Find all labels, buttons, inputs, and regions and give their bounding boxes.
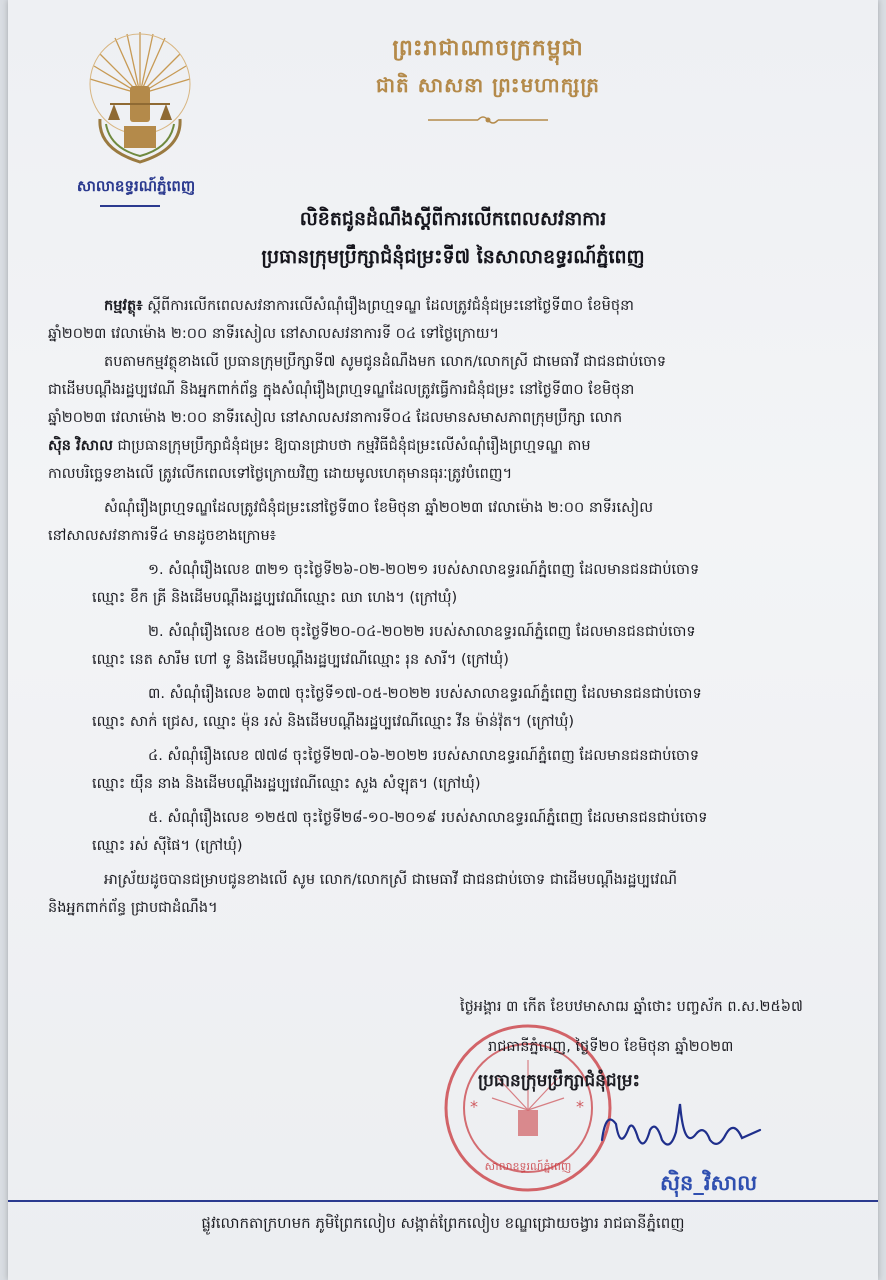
svg-text:*: * <box>470 1097 478 1116</box>
subject-label: កម្មវត្ថុ៖ <box>104 298 143 314</box>
para2-line2: នៅសាលសវនាការទី៤ មានដូចខាងក្រោម៖ <box>48 528 277 544</box>
para1-line2: ជាដើមបណ្តឹងរដ្ឋប្បវេណី និងអ្នកពាក់ព័ន្ធ ក្នុងសំណុំរឿងព្រហ្មទណ្ឌដែលត្រូវធ្វើការជំនុំជម្រះ នៅថ្ងៃទី៣០ ខែមិថុនា <box>48 382 635 398</box>
case-item <box>48 618 854 674</box>
para2-line1: សំណុំរឿងព្រហ្មទណ្ឌដែលត្រូវជំនុំជម្រះនៅថ្ងៃទី៣០ ខែមិថុនា ឆ្នាំ២០២៣ វេលាម៉ោង ២:០០ នាទីរសៀល <box>104 500 654 516</box>
court-emblem-icon <box>80 24 200 174</box>
ornament-divider-icon <box>428 113 548 127</box>
subject-text: ស្តីពីការលើកពេលសវនាការលើសំណុំរឿងព្រហ្មទណ្ឌ ដែលត្រូវជំនុំជម្រះនៅថ្ងៃទី៣០ ខែមិថុនា <box>142 298 634 314</box>
svg-text:*: * <box>576 1097 584 1116</box>
place-date: រាជធានីភ្នំពេញ, ថ្ងៃទី២០ ខែមិថុនា ឆ្នាំ២០២៣ <box>488 1039 734 1055</box>
letter-subtitle: ប្រធានក្រុមប្រឹក្សាជំនុំជម្រះទី៧ នៃសាលាឧទ្ធរណ៍ភ្នំពេញ <box>261 246 645 268</box>
case-item <box>48 742 854 798</box>
case-item-line1: ១. សំណុំរឿងលេខ ៣២១ ចុះថ្ងៃទី២៦-០២-២០២១ របស់សាលាឧទ្ធរណ៍ភ្នំពេញ ដែលមានជនជាប់ចោទ <box>148 562 700 578</box>
letter-body <box>48 292 854 922</box>
signer-name: ស៊ិន_វិសាល <box>660 1171 758 1195</box>
case-item-line2: ឈ្មោះ រស់ ស៊ីផៃ។ (ក្រៅឃុំ) <box>92 838 243 854</box>
case-item-line1: ២. សំណុំរឿងលេខ ៥០២ ចុះថ្ងៃទី២០-០៤-២០២២ របស់សាលាឧទ្ធរណ៍ភ្នំពេញ ដែលមានជនជាប់ចោទ <box>148 624 696 640</box>
para1-line4-text: ជាប្រធានក្រុមប្រឹក្សាជំនុំជម្រះ ឱ្យបានជ្រាបថា កម្មវិធីជំនុំជម្រះលើសំណុំរឿងព្រហ្មទណ្ឌ តាម <box>112 438 591 454</box>
case-item <box>48 804 854 860</box>
para1-line1: តបតាមកម្មវត្ថុខាងលើ ប្រធានក្រុមប្រឹក្សាទី៧ សូមជូនដំណឹងមក លោក/លោកស្រី ជាមេធាវី ជាជនជាប់ចោទ <box>104 354 667 370</box>
closing-line1: អាស្រ័យដូចបានជម្រាបជូនខាងលើ សូម លោក/លោកស្រី ជាមេធាវី ជាជនជាប់ចោទ ជាដើមបណ្តឹងរដ្ឋប្បវេណី <box>104 872 678 888</box>
letter-title: លិខិតជូនដំណឹងស្តីពីការលើកពេលសវនាការ <box>299 208 607 230</box>
signatory-title: ប្រធានក្រុមប្រឹក្សាជំនុំជម្រះ <box>478 1071 641 1091</box>
subject-text-2: ឆ្នាំ២០២៣ វេលាម៉ោង ២:០០ នាទីរសៀល នៅសាលសវនាការទី ០៤ ទៅថ្ងៃក្រោយ។ <box>48 326 500 342</box>
para1-line5: កាលបរិច្ឆេទខាងលើ ត្រូវលើកពេលទៅថ្ងៃក្រោយវិញ ដោយមូលហេតុមានធុរៈត្រូវបំពេញ។ <box>48 466 513 482</box>
closing-line2: និងអ្នកពាក់ព័ន្ធ ជ្រាបជាដំណឹង។ <box>48 900 218 916</box>
kingdom-heading: ព្រះរាជាណាចក្រកម្ពុជា <box>392 36 584 61</box>
case-item <box>48 680 854 736</box>
case-item-line2: ឈ្មោះ ខឹក គ្រី និងដើមបណ្តឹងរដ្ឋប្បវេណីឈ្មោះ ឈា ហេង។ (ក្រៅឃុំ) <box>92 590 458 606</box>
seal-text: សាលាឧទ្ធរណ៍ភ្នំពេញ <box>484 1160 572 1173</box>
case-item-line2: ឈ្មោះ នេត សារឹម ហៅ ទូ និងដើមបណ្តឹងរដ្ឋប្បវេណីឈ្មោះ រុន សារី។ (ក្រៅឃុំ) <box>92 652 509 668</box>
court-name: សាលាឧទ្ធរណ៍ភ្នំពេញ <box>76 177 196 195</box>
document-page <box>8 0 878 1280</box>
lunar-date: ថ្ងៃអង្គារ ៣ កើត ខែបឋមាសាឍ ឆ្នាំថោះ បញ្ចស័ក ព.ស.២៥៦៧ <box>460 999 803 1015</box>
footer-divider <box>8 1200 878 1202</box>
case-item-line2: ឈ្មោះ យ៉ឹន នាង និងដើមបណ្តឹងរដ្ឋប្បវេណីឈ្មោះ សួង សំឡុត។ (ក្រៅឃុំ) <box>92 776 481 792</box>
case-item-line1: ៤. សំណុំរឿងលេខ ៧៧៨ ចុះថ្ងៃទី២៧-០៦-២០២២ របស់សាលាឧទ្ធរណ៍ភ្នំពេញ ដែលមានជនជាប់ចោទ <box>148 748 700 764</box>
national-motto: ជាតិ សាសនា ព្រះមហាក្សត្រ <box>376 73 600 97</box>
footer-address: ផ្លូវលោកតាក្រហមក ភូមិព្រែកលៀប សង្កាត់ព្រែកលៀប ខណ្ឌជ្រោយចង្វារ រាជធានីភ្នំពេញ <box>201 1214 685 1232</box>
handwritten-signature-icon <box>592 1090 772 1170</box>
case-item <box>48 556 854 612</box>
case-item-line1: ៣. សំណុំរឿងលេខ ៦៣៧ ចុះថ្ងៃទី១៧-០៥-២០២២ របស់សាលាឧទ្ធរណ៍ភ្នំពេញ ដែលមានជនជាប់ចោទ <box>148 686 702 702</box>
case-item-line2: ឈ្មោះ សាក់ ជ្រេស, ឈ្មោះ ម៉ុន រស់ និងដើមបណ្តឹងរដ្ឋប្បវេណីឈ្មោះ វីន ម៉ាន់វ៉ុត។ (ក្រៅឃុំ) <box>92 714 575 730</box>
subject-paragraph <box>48 292 854 320</box>
para1-line4 <box>48 432 854 460</box>
presiding-judge-name: ស៊ិន វិសាល <box>48 438 113 454</box>
para1-line3: ឆ្នាំ២០២៣ វេលាម៉ោង ២:០០ នាទីរសៀល នៅសាលសវនាការទី០៤ ដែលមានសមាសភាពក្រុមប្រឹក្សា លោក <box>48 410 623 426</box>
case-item-line1: ៥. សំណុំរឿងលេខ ១២៥៧ ចុះថ្ងៃទី២៨-១០-២០១៩ របស់សាលាឧទ្ធរណ៍ភ្នំពេញ ដែលមានជនជាប់ចោទ <box>148 810 708 826</box>
